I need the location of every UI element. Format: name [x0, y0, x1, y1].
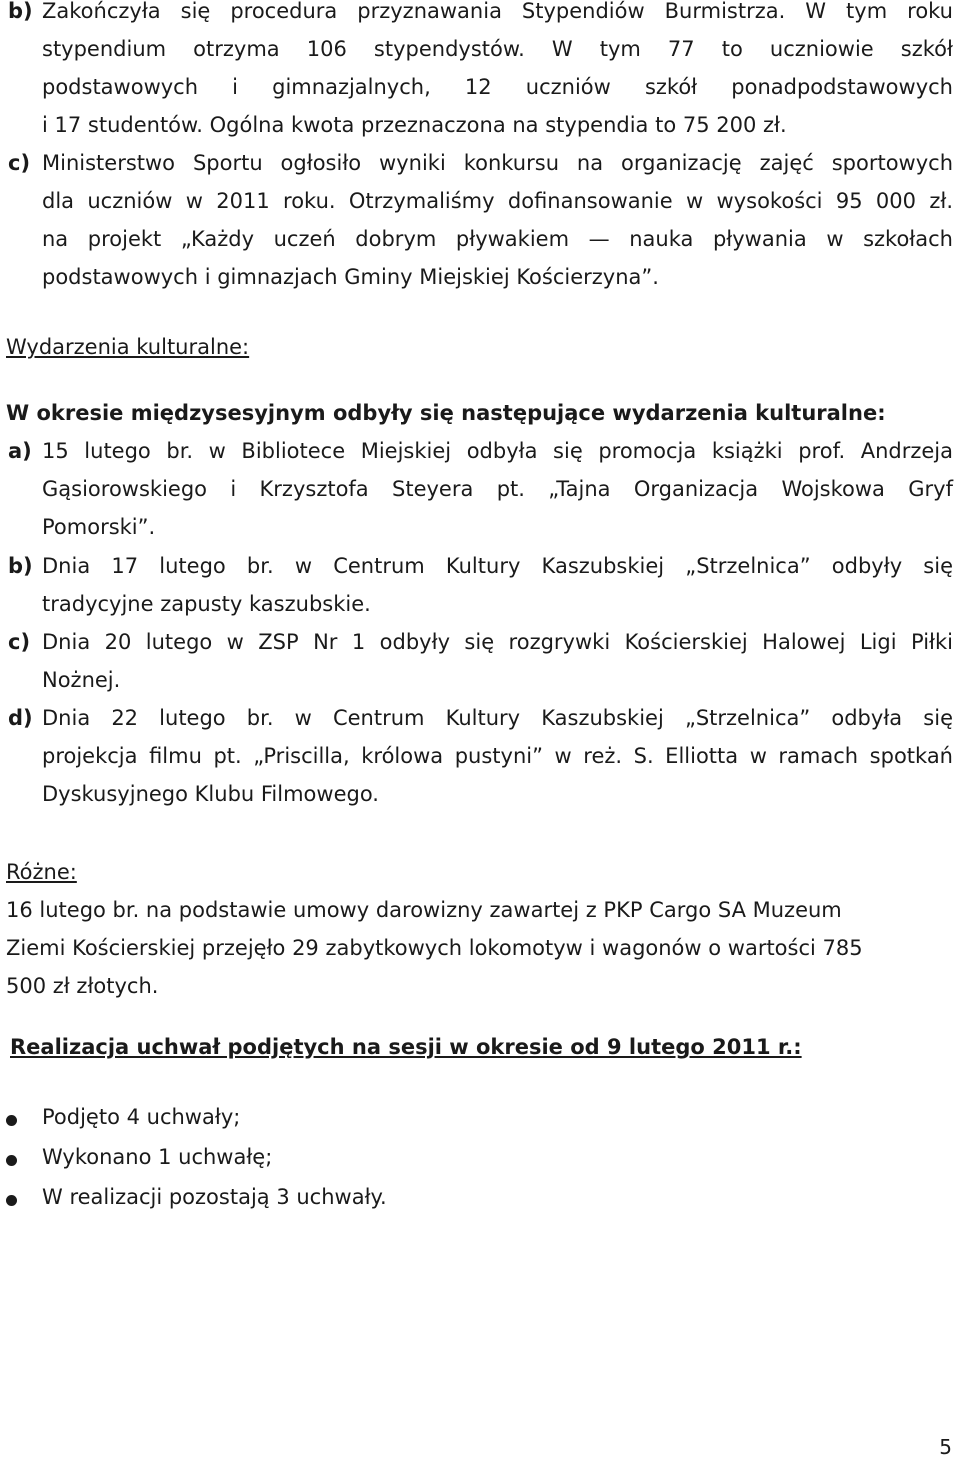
bullet-text: Podjęto 4 uchwały; — [42, 1105, 241, 1129]
cultural-events-intro — [6, 398, 956, 436]
text-line: Ministerstwo Sportu ogłosiło wyniki konkursu na organizację zajęć sportowych — [42, 151, 953, 175]
list-item-b-scholarships — [8, 0, 953, 148]
section-heading: Różne: — [6, 860, 77, 884]
misc-heading — [6, 857, 956, 895]
text-line: Zakończyła się procedura przyznawania Stypendiów Burmistrza. W tym roku — [42, 0, 953, 23]
page-number: 5 — [939, 1435, 952, 1459]
misc-paragraph — [6, 895, 921, 1009]
section-heading: Realizacja uchwał podjętych na sesji w okresie od 9 lutego 2011 r.: — [10, 1035, 802, 1059]
cultural-item-a — [8, 436, 953, 550]
resolutions-heading — [10, 1032, 960, 1070]
cultural-item-c — [8, 627, 953, 703]
text-line: 16 lutego br. na podstawie umowy darowizny zawartej z PKP Cargo SA Muzeum — [6, 898, 842, 922]
list-marker: c) — [8, 151, 31, 175]
text-line: Dnia 17 lutego br. w Centrum Kultury Kaszubskiej „Strzelnica” odbyły się — [42, 554, 953, 578]
text-line: na projekt „Każdy uczeń dobrym pływakiem — nauka pływania w szkołach — [42, 227, 953, 251]
text-line: projekcja filmu pt. „Priscilla, królowa pustyni” w reż. S. Elliotta w ramach spotkań — [42, 744, 953, 768]
text-line: 500 zł złotych. — [6, 974, 159, 998]
bullet-icon — [6, 1195, 17, 1206]
text-line: Nożnej. — [42, 668, 121, 692]
cultural-item-b — [8, 551, 953, 627]
list-marker: c) — [8, 630, 31, 654]
text-line: dla uczniów w 2011 roku. Otrzymaliśmy dofinansowanie w wysokości 95 000 zł. — [42, 189, 953, 213]
bullet-text: W realizacji pozostają 3 uchwały. — [42, 1185, 387, 1209]
list-item-text — [42, 627, 953, 703]
bullet-icon — [6, 1155, 17, 1166]
section-intro: W okresie międzysesyjnym odbyły się następujące wydarzenia kulturalne: — [6, 401, 886, 425]
text-line: 15 lutego br. w Bibliotece Miejskiej odbyła się promocja książki prof. Andrzeja — [42, 439, 953, 463]
text-line: podstawowych i gimnazjalnych, 12 uczniów szkół ponadpodstawowych — [42, 75, 953, 99]
list-marker: a) — [8, 439, 32, 463]
list-item-c-sports-ministry — [8, 148, 953, 300]
list-marker: b) — [8, 0, 33, 23]
list-item-text — [42, 436, 953, 550]
list-item-text — [42, 148, 953, 300]
list-marker: d) — [8, 706, 33, 730]
text-line: tradycyjne zapusty kaszubskie. — [42, 592, 371, 616]
text-line: i 17 studentów. Ogólna kwota przeznaczona na stypendia to 75 200 zł. — [42, 113, 787, 137]
section-heading: Wydarzenia kulturalne: — [6, 335, 250, 359]
cultural-events-heading — [6, 332, 956, 370]
list-item-text — [42, 0, 953, 148]
list-item-text — [42, 703, 953, 817]
text-line: Dyskusyjnego Klubu Filmowego. — [42, 782, 379, 806]
text-line: Gąsiorowskiego i Krzysztofa Steyera pt. „Tajna Organizacja Wojskowa Gryf — [42, 477, 953, 501]
list-item-text — [42, 551, 953, 627]
bullet-text: Wykonano 1 uchwałę; — [42, 1145, 273, 1169]
cultural-item-d — [8, 703, 953, 817]
text-line: stypendium otrzyma 106 stypendystów. W tym 77 to uczniowie szkół — [42, 37, 953, 61]
text-line: podstawowych i gimnazjach Gminy Miejskiej Kościerzyna”. — [42, 265, 659, 289]
list-marker: b) — [8, 554, 33, 578]
bullet-icon — [6, 1115, 17, 1126]
text-line: Pomorski”. — [42, 515, 156, 539]
text-line: Dnia 20 lutego w ZSP Nr 1 odbyły się rozgrywki Kościerskiej Halowej Ligi Piłki — [42, 630, 953, 654]
text-line: Dnia 22 lutego br. w Centrum Kultury Kaszubskiej „Strzelnica” odbyła się — [42, 706, 953, 730]
text-line: Ziemi Kościerskiej przejęło 29 zabytkowych lokomotyw i wagonów o wartości 785 — [6, 936, 863, 960]
